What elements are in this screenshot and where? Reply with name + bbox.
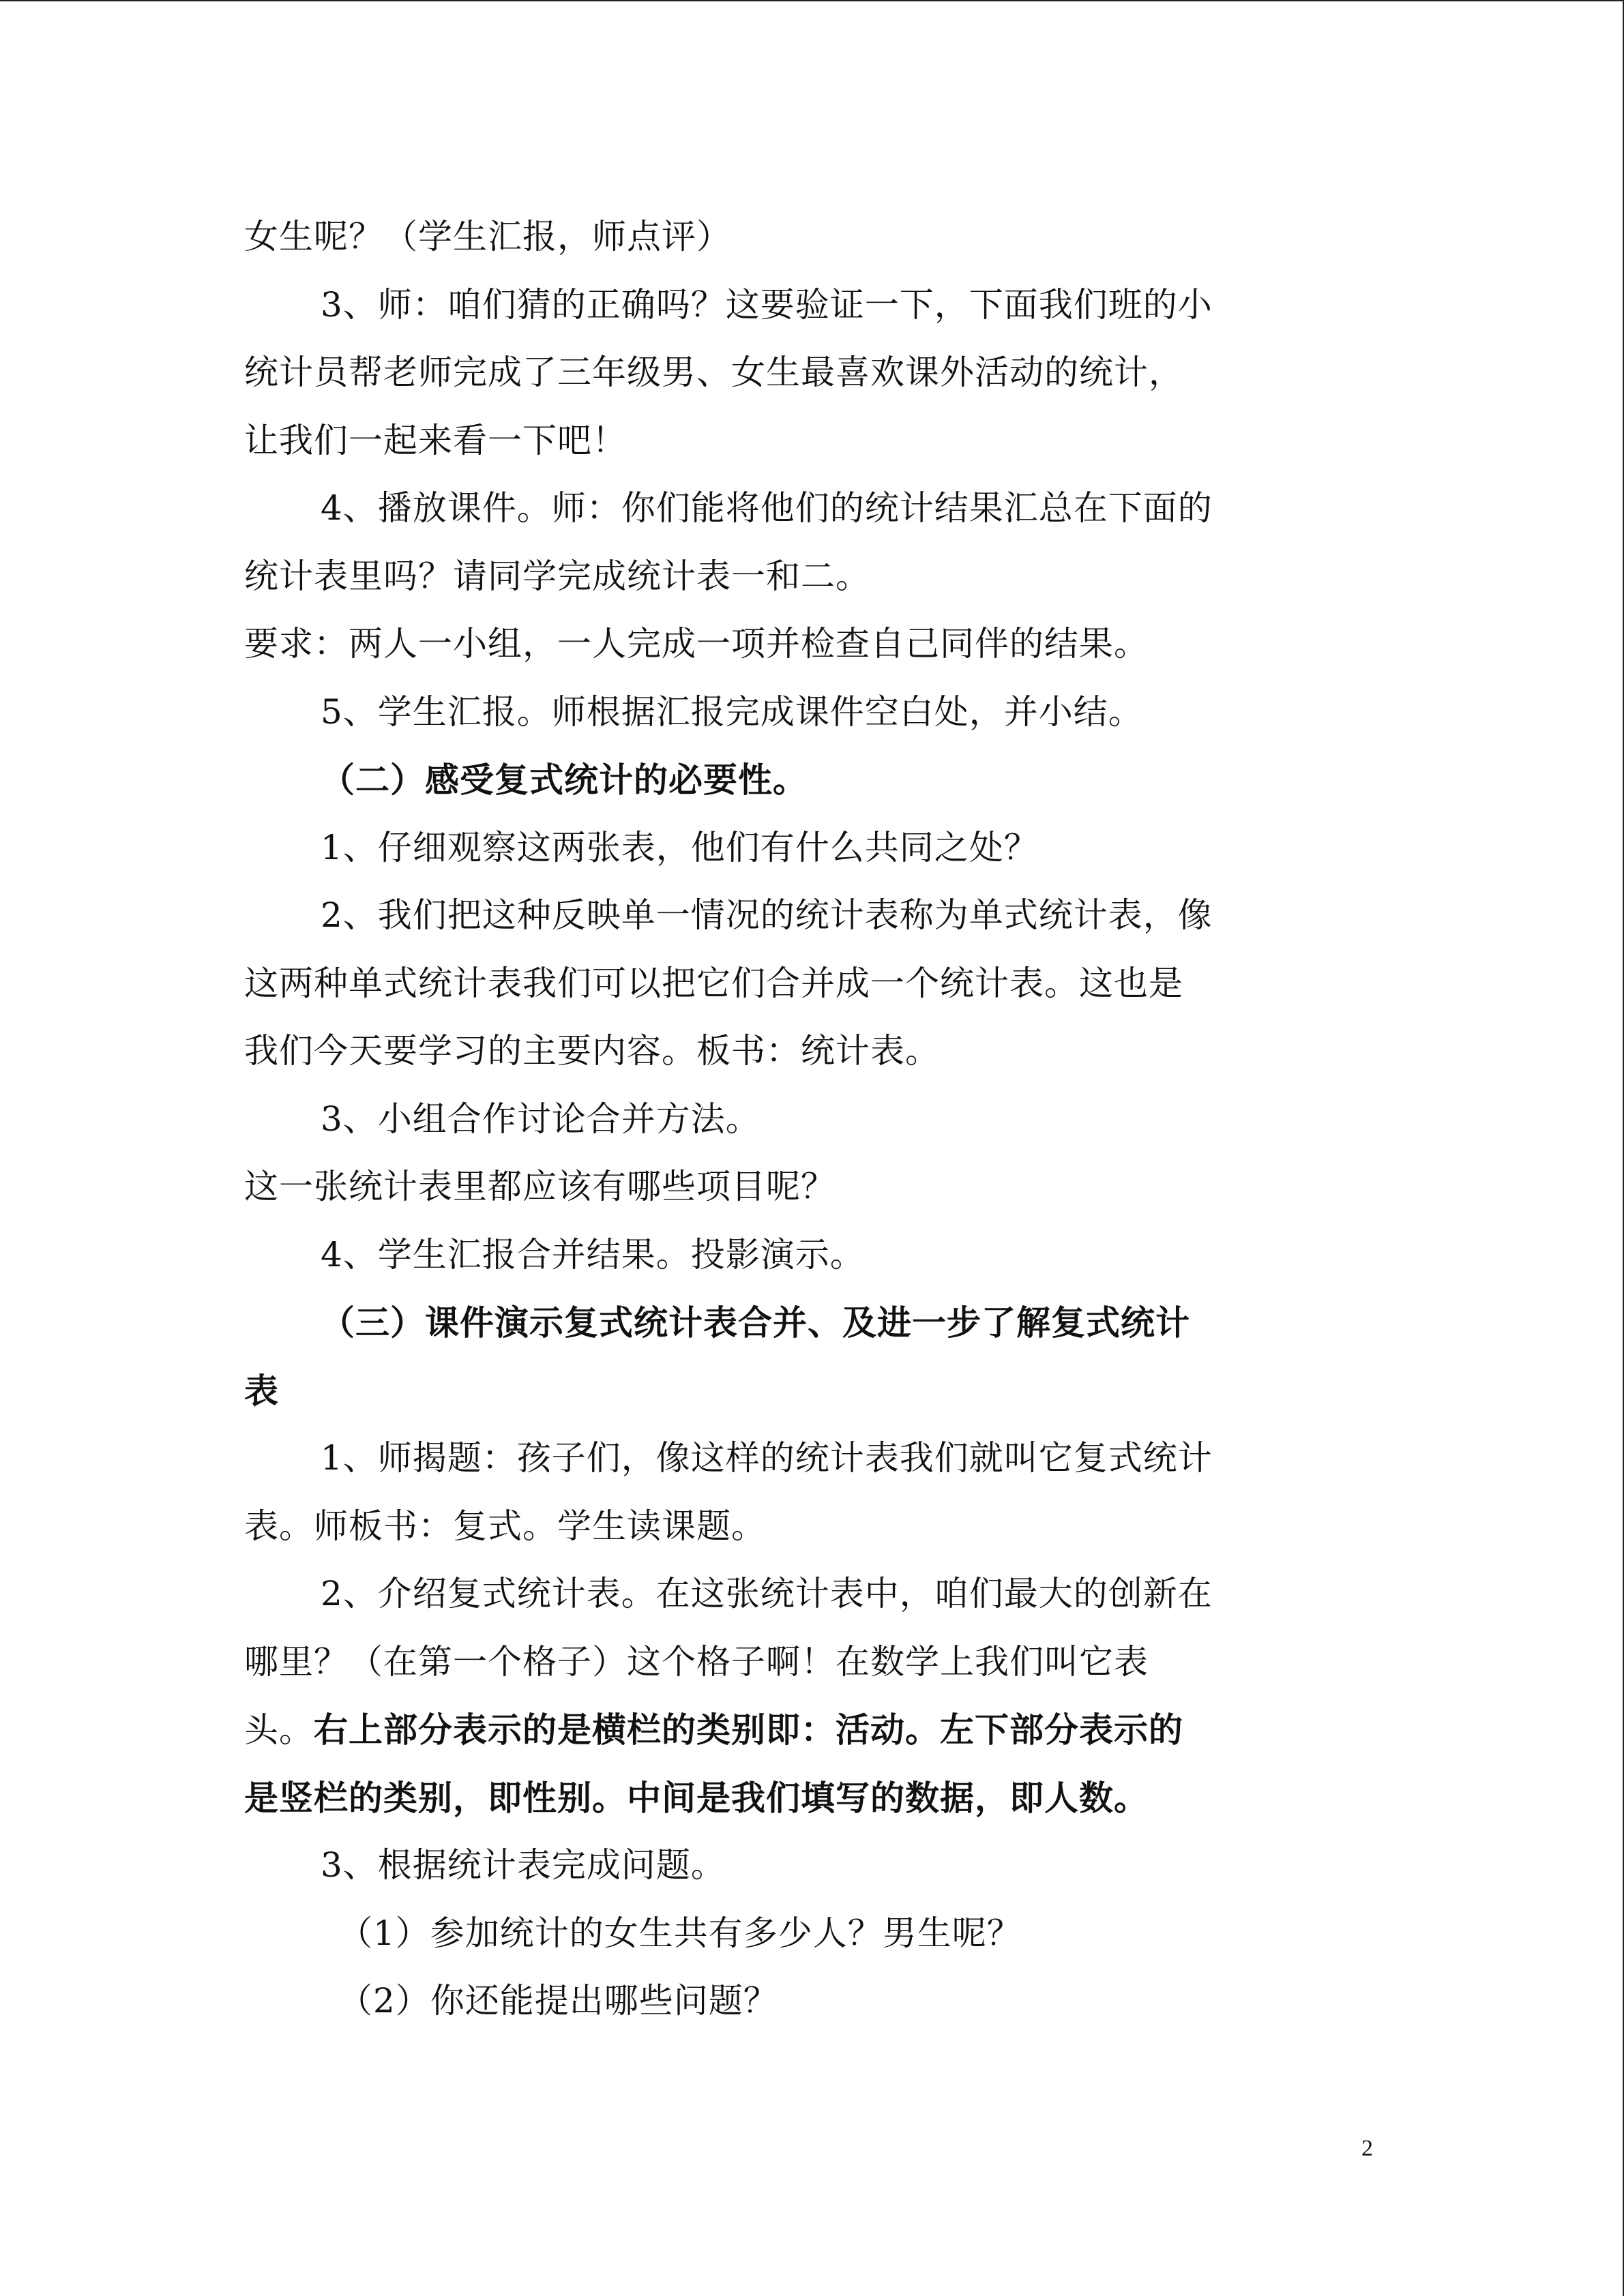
text-line: 统计表里吗？请同学完成统计表一和二。 bbox=[244, 556, 870, 596]
text-line: 2、我们把这种反映单一情况的统计表称为单式统计表，像 bbox=[321, 895, 1213, 935]
page-number: 2 bbox=[1361, 2136, 1373, 2161]
text-line: 统计员帮老师完成了三年级男、女生最喜欢课外活动的统计， bbox=[244, 353, 1183, 392]
section-heading: （三）课件演示复式统计表合并、及进一步了解复式统计 bbox=[321, 1302, 1190, 1343]
text-line: 我们今天要学习的主要内容。板书：统计表。 bbox=[244, 1031, 940, 1071]
text-line bbox=[244, 1696, 1383, 1764]
text-line: 4、学生汇报合并结果。投影演示。 bbox=[321, 1234, 865, 1274]
section-heading: （二）感受复式统计的必要性。 bbox=[321, 760, 808, 800]
bold-text-line: 是竖栏的类别，即性别。中间是我们填写的数据，即人数。 bbox=[244, 1777, 1149, 1818]
text-line: 1、仔细观察这两张表，他们有什么共同之处？ bbox=[321, 827, 1039, 867]
text-line: 5、学生汇报。师根据汇报完成课件空白处，并小结。 bbox=[321, 691, 1143, 732]
question-line: （1）参加统计的女生共有多少人？男生呢？ bbox=[338, 1913, 1022, 1953]
text-line: 3、小组合作讨论合并方法。 bbox=[321, 1099, 761, 1139]
text-line: 4、播放课件。师：你们能将他们的统计结果汇总在下面的 bbox=[321, 488, 1213, 528]
text-line: 这两种单式统计表我们可以把它们合并成一个统计表。这也是 bbox=[244, 963, 1183, 1003]
text-line: 这一张统计表里都应该有哪些项目呢？ bbox=[244, 1167, 836, 1206]
text-line: 3、师：咱们猜的正确吗？这要验证一下，下面我们班的小 bbox=[321, 284, 1213, 325]
question-line: （2）你还能提出哪些问题？ bbox=[338, 1981, 778, 2021]
text-line: 要求：两人一小组，一人完成一项并检查自己同伴的结果。 bbox=[244, 624, 1149, 664]
text-line: 让我们一起来看一下吧！ bbox=[244, 420, 627, 460]
text-line: 1、师揭题：孩子们，像这样的统计表我们就叫它复式统计 bbox=[321, 1438, 1213, 1478]
text-line: 女生呢？（学生汇报，师点评） bbox=[244, 217, 731, 256]
bold-text-segment: 右上部分表示的是横栏的类别即：活动。左下部分表示的 bbox=[314, 1710, 1183, 1750]
text-line: 哪里？（在第一个格子）这个格子啊！在数学上我们叫它表 bbox=[244, 1641, 1149, 1682]
text-line: 表。师板书：复式。学生读课题。 bbox=[244, 1506, 766, 1546]
text-line: 3、根据统计表完成问题。 bbox=[321, 1845, 726, 1885]
section-heading-continued: 表 bbox=[244, 1370, 279, 1411]
text-segment: 头。 bbox=[244, 1710, 314, 1750]
text-line: 2、介绍复式统计表。在这张统计表中，咱们最大的创新在 bbox=[321, 1574, 1213, 1613]
document-body bbox=[244, 203, 1383, 2036]
